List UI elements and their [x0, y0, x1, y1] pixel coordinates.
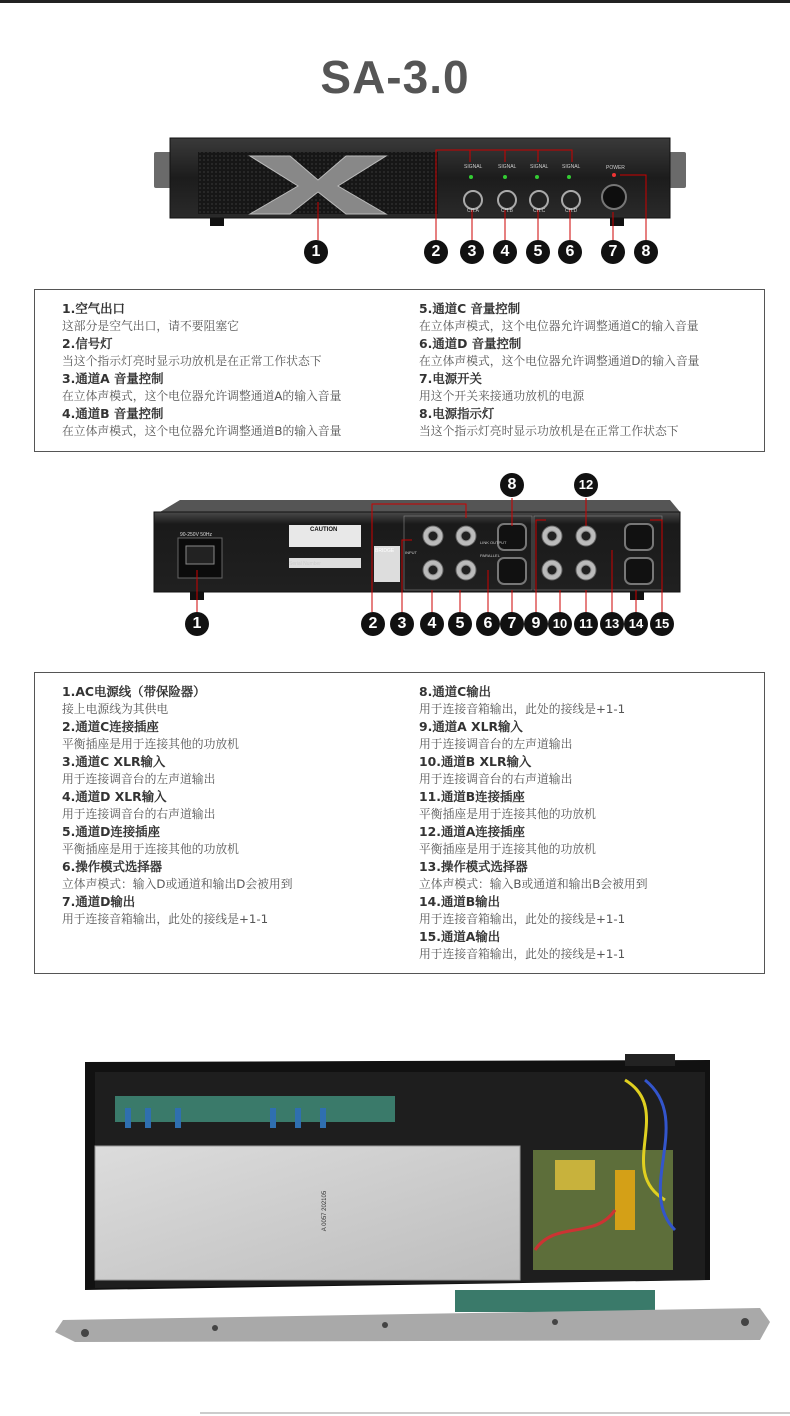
rear-item-15-desc: 用于连接音箱输出，此处的接线是+1-1 — [419, 946, 626, 961]
rear-item-14-desc: 用于连接音箱输出，此处的接线是+1-1 — [419, 911, 626, 926]
rear-marker-11: 11 — [574, 612, 598, 636]
rear-marker-15: 15 — [650, 612, 674, 636]
front-marker-8: 8 — [634, 240, 658, 264]
front-desc-left — [62, 300, 341, 440]
rear-description-box — [34, 672, 765, 974]
rear-item-4-desc: 用于连接调音台的右声道输出 — [62, 806, 216, 821]
front-item-4-desc: 在立体声模式，这个电位器允许调整通道B的输入音量 — [62, 423, 342, 438]
rear-item-11-title: 11.通道B连接插座 — [419, 789, 525, 804]
rear-desc-right — [419, 683, 648, 963]
rear-marker-12: 12 — [574, 473, 598, 497]
rear-item-8-desc: 用于连接音箱输出，此处的接线是+1-1 — [419, 701, 626, 716]
rear-item-13-title: 13.操作模式选择器 — [419, 859, 528, 874]
signal-label-d: SIGNAL — [562, 164, 581, 170]
rear-item-9-title: 9.通道A XLR输入 — [419, 719, 523, 734]
front-marker-7: 7 — [601, 240, 625, 264]
rear-link-output-label: LINK OUTPUT — [480, 540, 507, 545]
rear-item-4-title: 4.通道D XLR输入 — [62, 789, 167, 804]
rear-marker-14: 14 — [624, 612, 648, 636]
rear-item-13-desc: 立体声模式：输入B或通道和输出B会被用到 — [419, 876, 648, 891]
front-item-7-desc: 用这个开关来接通功放机的电源 — [419, 388, 585, 403]
front-marker-6: 6 — [558, 240, 582, 264]
front-description-box — [34, 289, 765, 452]
front-item-2-title: 2.信号灯 — [62, 336, 113, 351]
top-divider — [0, 0, 790, 3]
rear-item-6-desc: 立体声模式：输入D或通道和输出D会被用到 — [62, 876, 293, 891]
front-item-7-title: 7.电源开关 — [419, 371, 482, 386]
front-item-3-desc: 在立体声模式，这个电位器允许调整通道A的输入音量 — [62, 388, 342, 403]
rear-item-5-title: 5.通道D连接插座 — [62, 824, 160, 839]
front-item-1-title: 1.空气出口 — [62, 301, 125, 316]
rear-item-7-desc: 用于连接音箱输出，此处的接线是+1-1 — [62, 911, 269, 926]
rear-voltage-label: 90-250V 50Hz — [180, 532, 212, 538]
rear-item-11-desc: 平衡插座是用于连接其他的功放机 — [419, 806, 596, 821]
rear-marker-10: 10 — [548, 612, 572, 636]
internal-view-image — [55, 1050, 770, 1350]
product-title: SA-3.0 — [320, 51, 470, 103]
front-marker-4: 4 — [493, 240, 517, 264]
front-item-4-title: 4.通道B 音量控制 — [62, 406, 164, 421]
rear-item-7-title: 7.通道D输出 — [62, 894, 136, 909]
front-item-2-desc: 当这个指示灯亮时显示功放机是在正常工作状态下 — [62, 353, 322, 368]
rear-marker-3: 3 — [390, 612, 414, 636]
front-desc-right — [419, 300, 699, 440]
rear-item-6-title: 6.操作模式选择器 — [62, 859, 163, 874]
rear-item-12-title: 12.通道A连接插座 — [419, 824, 525, 839]
front-item-5-desc: 在立体声模式，这个电位器允许调整通道C的输入音量 — [419, 318, 699, 333]
rear-item-3-title: 3.通道C XLR输入 — [62, 754, 166, 769]
front-marker-2: 2 — [424, 240, 448, 264]
rear-item-12-desc: 平衡插座是用于连接其他的功放机 — [419, 841, 596, 856]
rear-item-2-title: 2.通道C连接插座 — [62, 719, 159, 734]
front-item-5-title: 5.通道C 音量控制 — [419, 301, 521, 316]
rear-marker-13: 13 — [600, 612, 624, 636]
knob-label-b: CH.B — [501, 208, 513, 214]
rear-marker-9: 9 — [524, 612, 548, 636]
knob-label-d: CH.D — [565, 208, 578, 214]
front-marker-5: 5 — [526, 240, 550, 264]
rear-item-9-desc: 用于连接调音台的左声道输出 — [419, 736, 573, 751]
signal-label-c: SIGNAL — [530, 164, 549, 170]
rear-item-3-desc: 用于连接调音台的左声道输出 — [62, 771, 216, 786]
front-item-6-title: 6.通道D 音量控制 — [419, 336, 522, 351]
signal-label-b: SIGNAL — [498, 164, 517, 170]
rear-item-1-desc: 接上电源线为其供电 — [62, 701, 169, 716]
rear-item-8-title: 8.通道C输出 — [419, 684, 491, 699]
rear-input-label: INPUT — [405, 550, 417, 555]
rear-item-15-title: 15.通道A输出 — [419, 929, 501, 944]
signal-label-a: SIGNAL — [464, 164, 483, 170]
knob-label-c: CH.C — [533, 208, 546, 214]
front-item-1-desc: 这部分是空气出口，请不要阻塞它 — [62, 318, 239, 333]
front-item-3-title: 3.通道A 音量控制 — [62, 371, 164, 386]
front-leader-lines — [0, 140, 790, 260]
rear-caution-label: CAUTION — [310, 527, 338, 533]
rear-desc-left — [62, 683, 293, 928]
rear-marker-1: 1 — [185, 612, 209, 636]
rear-item-5-desc: 平衡插座是用于连接其他的功放机 — [62, 841, 239, 856]
rear-bridge-label: BRIDGE — [375, 548, 395, 554]
rear-marker-5: 5 — [448, 612, 472, 636]
rear-marker-6: 6 — [476, 612, 500, 636]
rear-marker-7: 7 — [500, 612, 524, 636]
front-marker-1: 1 — [304, 240, 328, 264]
rear-serial-label: Serial Number — [289, 561, 321, 567]
rear-marker-8: 8 — [500, 473, 524, 497]
rear-leader-lines — [0, 480, 790, 630]
rear-item-10-title: 10.通道B XLR输入 — [419, 754, 532, 769]
front-item-6-desc: 在立体声模式，这个电位器允许调整通道D的输入音量 — [419, 353, 700, 368]
front-item-8-desc: 当这个指示灯亮时显示功放机是在正常工作状态下 — [419, 423, 679, 438]
rear-item-14-title: 14.通道B输出 — [419, 894, 500, 909]
knob-label-a: CH.A — [467, 208, 479, 214]
internal-module-label: A 0057 202105 — [322, 1190, 329, 1232]
rear-marker-2: 2 — [361, 612, 385, 636]
rear-parallel-label: PARALLEL — [480, 553, 500, 558]
rear-marker-4: 4 — [420, 612, 444, 636]
bottom-divider — [200, 1412, 790, 1414]
front-item-8-title: 8.电源指示灯 — [419, 406, 495, 421]
rear-item-10-desc: 用于连接调音台的右声道输出 — [419, 771, 573, 786]
power-label: POWER — [606, 165, 625, 171]
front-marker-3: 3 — [460, 240, 484, 264]
rear-item-1-title: 1.AC电源线（带保险器） — [62, 684, 206, 699]
rear-item-2-desc: 平衡插座是用于连接其他的功放机 — [62, 736, 239, 751]
